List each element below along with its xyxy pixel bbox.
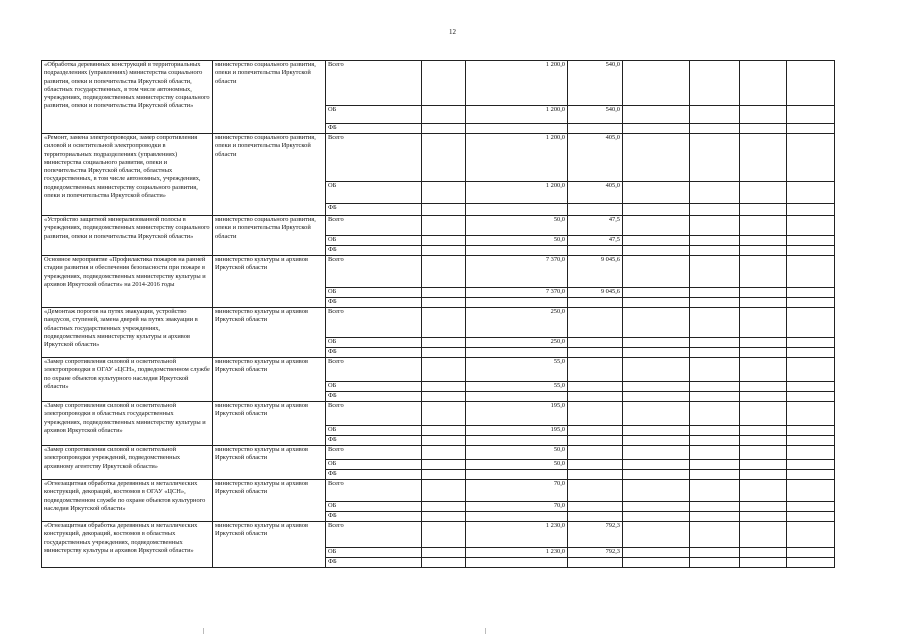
amount-cell	[787, 460, 835, 470]
funding-source: ФБ	[326, 470, 422, 480]
amount-cell	[422, 436, 466, 446]
amount-cell: 1 200,0	[466, 106, 568, 124]
amount-cell	[466, 470, 568, 480]
amount-cell	[623, 480, 690, 502]
amount-cell: 1 200,0	[466, 61, 568, 106]
activity-name: «Замер сопротивления силовой и осветительной электропроводки учреждений, подведомственных архивному агентству Иркутской области»	[42, 446, 213, 480]
amount-cell	[740, 470, 787, 480]
amount-cell	[422, 106, 466, 124]
amount-cell	[422, 446, 466, 460]
funding-source: ФБ	[326, 124, 422, 134]
table-row	[42, 61, 835, 106]
amount-cell	[466, 436, 568, 446]
amount-cell	[740, 522, 787, 548]
amount-cell	[787, 480, 835, 502]
amount-cell	[740, 338, 787, 348]
table-row	[42, 358, 835, 382]
amount-cell	[787, 216, 835, 236]
amount-cell	[740, 558, 787, 568]
amount-cell: 7 370,0	[466, 256, 568, 288]
funding-source: Всего	[326, 134, 422, 182]
amount-cell	[787, 61, 835, 106]
amount-cell	[568, 480, 623, 502]
amount-cell	[787, 426, 835, 436]
amount-cell	[787, 308, 835, 338]
budget-body	[42, 61, 835, 568]
funding-source: ФБ	[326, 348, 422, 358]
amount-cell	[466, 348, 568, 358]
amount-cell	[740, 426, 787, 436]
amount-cell	[623, 436, 690, 446]
funding-source: ФБ	[326, 246, 422, 256]
amount-cell	[466, 246, 568, 256]
amount-cell: 792,3	[568, 548, 623, 558]
amount-cell	[623, 522, 690, 548]
activity-name: «Устройство защитной минерализованной полосы в учреждениях, подведомственных министерству социального развития, опеки и попечительства Иркутской области»	[42, 216, 213, 256]
amount-cell	[787, 348, 835, 358]
amount-cell	[740, 204, 787, 216]
amount-cell	[690, 392, 740, 402]
funding-source: Всего	[326, 480, 422, 502]
funding-source: Всего	[326, 308, 422, 338]
funding-source: ФБ	[326, 392, 422, 402]
funding-source: ОБ	[326, 548, 422, 558]
amount-cell	[690, 382, 740, 392]
amount-cell: 250,0	[466, 308, 568, 338]
funding-source: ОБ	[326, 236, 422, 246]
amount-cell: 405,0	[568, 182, 623, 204]
funding-source: ОБ	[326, 288, 422, 298]
amount-cell	[422, 548, 466, 558]
amount-cell	[568, 512, 623, 522]
funding-source: ОБ	[326, 502, 422, 512]
activity-name: «Огнезащитная обработка деревянных и металлических конструкций, декораций, костюмов в ОГАУ «ЦСН», подведомственном службе по охране объектов культурного наследия Иркутской области»	[42, 480, 213, 522]
funding-source: Всего	[326, 256, 422, 288]
amount-cell	[422, 216, 466, 236]
amount-cell	[623, 308, 690, 338]
amount-cell	[690, 426, 740, 436]
amount-cell	[466, 558, 568, 568]
amount-cell	[690, 246, 740, 256]
amount-cell	[466, 298, 568, 308]
amount-cell	[568, 358, 623, 382]
amount-cell	[623, 460, 690, 470]
amount-cell	[740, 460, 787, 470]
amount-cell	[690, 124, 740, 134]
funding-source: ОБ	[326, 106, 422, 124]
amount-cell: 250,0	[466, 338, 568, 348]
amount-cell	[690, 308, 740, 338]
amount-cell	[740, 216, 787, 236]
amount-cell	[787, 134, 835, 182]
amount-cell	[422, 134, 466, 182]
activity-name: Основное мероприятие «Профилактика пожаров на ранней стадии развития и обеспечения безопасности при пожаре в учреждениях, подведомственных министерству культуры и архивов Иркутской области» на 2014-2016 годы	[42, 256, 213, 308]
amount-cell	[740, 256, 787, 288]
amount-cell	[690, 436, 740, 446]
activity-name: «Ремонт, замена электропроводки, замер сопротивления силовой и осветительной электропроводки в территориальных подразделениях (управлениях) министерства социального развития, опеки и попечительства Иркутской области, областных государственных, в том числе автономных, учреждениях, подведомственных министерству социального развития, опеки и попечительства Иркутской области»	[42, 134, 213, 216]
amount-cell	[740, 348, 787, 358]
funding-source: ОБ	[326, 460, 422, 470]
table-row	[42, 308, 835, 338]
amount-cell	[422, 182, 466, 204]
amount-cell	[422, 502, 466, 512]
amount-cell	[422, 512, 466, 522]
executor-name: министерство культуры и архивов Иркутской области	[213, 480, 326, 522]
amount-cell	[623, 124, 690, 134]
amount-cell: 9 045,6	[568, 288, 623, 298]
amount-cell: 70,0	[466, 502, 568, 512]
amount-cell	[623, 61, 690, 106]
amount-cell	[690, 402, 740, 426]
amount-cell	[623, 256, 690, 288]
amount-cell: 47,5	[568, 236, 623, 246]
amount-cell	[623, 236, 690, 246]
amount-cell	[422, 522, 466, 548]
amount-cell: 1 200,0	[466, 182, 568, 204]
funding-source: ОБ	[326, 182, 422, 204]
amount-cell	[740, 134, 787, 182]
amount-cell: 195,0	[466, 426, 568, 436]
executor-name: министерство культуры и архивов Иркутской области	[213, 256, 326, 308]
funding-source: ОБ	[326, 426, 422, 436]
executor-name: министерство социального развития, опеки и попечительства Иркутской области	[213, 134, 326, 216]
amount-cell	[787, 548, 835, 558]
amount-cell	[740, 124, 787, 134]
amount-cell	[568, 298, 623, 308]
amount-cell	[690, 256, 740, 288]
amount-cell	[568, 382, 623, 392]
amount-cell	[690, 460, 740, 470]
amount-cell	[740, 436, 787, 446]
amount-cell	[787, 470, 835, 480]
amount-cell	[623, 470, 690, 480]
page-number: 12	[449, 28, 456, 36]
amount-cell: 47,5	[568, 216, 623, 236]
amount-cell	[740, 308, 787, 338]
amount-cell	[568, 246, 623, 256]
amount-cell	[623, 182, 690, 204]
amount-cell: 50,0	[466, 446, 568, 460]
amount-cell	[787, 402, 835, 426]
amount-cell	[787, 256, 835, 288]
amount-cell	[623, 392, 690, 402]
amount-cell	[740, 358, 787, 382]
amount-cell	[422, 204, 466, 216]
amount-cell	[623, 134, 690, 182]
amount-cell	[787, 124, 835, 134]
amount-cell: 50,0	[466, 236, 568, 246]
amount-cell	[690, 182, 740, 204]
amount-cell	[690, 348, 740, 358]
amount-cell	[787, 558, 835, 568]
amount-cell	[623, 502, 690, 512]
amount-cell	[422, 61, 466, 106]
amount-cell: 1 230,0	[466, 522, 568, 548]
funding-source: ФБ	[326, 204, 422, 216]
amount-cell	[568, 308, 623, 338]
table-row	[42, 134, 835, 182]
executor-name: министерство культуры и архивов Иркутской области	[213, 522, 326, 568]
amount-cell	[623, 446, 690, 460]
amount-cell: 9 045,6	[568, 256, 623, 288]
amount-cell: 792,3	[568, 522, 623, 548]
amount-cell	[690, 61, 740, 106]
amount-cell	[787, 382, 835, 392]
amount-cell	[422, 338, 466, 348]
amount-cell	[422, 246, 466, 256]
activity-name: «Замер сопротивления силовой и осветительной электропроводки в ОГАУ «ЦСН», подведомственном службе по охране объектов культурного наследия Иркутской области»	[42, 358, 213, 402]
amount-cell	[466, 512, 568, 522]
activity-name: «Огнезащитная обработка деревянных и металлических конструкций, декораций, костюмов в областных государственных учреждениях, подведомственных министерству культуры и архивов Иркутской области»	[42, 522, 213, 568]
scan-mark	[485, 628, 486, 634]
amount-cell	[740, 402, 787, 426]
amount-cell	[422, 308, 466, 338]
amount-cell	[422, 392, 466, 402]
amount-cell	[422, 358, 466, 382]
funding-source: Всего	[326, 402, 422, 426]
amount-cell	[690, 298, 740, 308]
funding-source: ОБ	[326, 338, 422, 348]
funding-source: ФБ	[326, 298, 422, 308]
activity-name: «Замер сопротивления силовой и осветительной электропроводки в областных государственных учреждениях, подведомственных министерству культуры и архивов Иркутской области»	[42, 402, 213, 446]
amount-cell	[787, 182, 835, 204]
amount-cell	[690, 288, 740, 298]
amount-cell: 540,0	[568, 61, 623, 106]
amount-cell	[568, 502, 623, 512]
amount-cell	[422, 124, 466, 134]
amount-cell: 55,0	[466, 382, 568, 392]
amount-cell	[568, 446, 623, 460]
amount-cell	[422, 348, 466, 358]
funding-source: Всего	[326, 358, 422, 382]
amount-cell: 195,0	[466, 402, 568, 426]
amount-cell: 405,0	[568, 134, 623, 182]
amount-cell	[690, 548, 740, 558]
amount-cell	[740, 502, 787, 512]
amount-cell	[787, 446, 835, 460]
amount-cell	[422, 236, 466, 246]
amount-cell	[740, 288, 787, 298]
executor-name: министерство социального развития, опеки и попечительства Иркутской области	[213, 216, 326, 256]
amount-cell	[568, 436, 623, 446]
amount-cell	[568, 470, 623, 480]
amount-cell	[787, 246, 835, 256]
executor-name: министерство культуры и архивов Иркутской области	[213, 446, 326, 480]
amount-cell: 50,0	[466, 460, 568, 470]
amount-cell	[690, 480, 740, 502]
scan-mark	[203, 628, 204, 634]
amount-cell	[787, 298, 835, 308]
amount-cell	[623, 246, 690, 256]
amount-cell	[623, 512, 690, 522]
table-row	[42, 480, 835, 502]
amount-cell	[466, 124, 568, 134]
funding-source: ФБ	[326, 558, 422, 568]
amount-cell	[690, 338, 740, 348]
amount-cell	[740, 106, 787, 124]
amount-cell	[623, 288, 690, 298]
amount-cell	[690, 106, 740, 124]
funding-source: Всего	[326, 522, 422, 548]
amount-cell	[623, 358, 690, 382]
amount-cell	[623, 204, 690, 216]
amount-cell	[690, 522, 740, 548]
amount-cell	[422, 558, 466, 568]
amount-cell: 55,0	[466, 358, 568, 382]
amount-cell	[623, 216, 690, 236]
amount-cell	[422, 298, 466, 308]
amount-cell	[422, 426, 466, 436]
table-row	[42, 256, 835, 288]
amount-cell	[623, 558, 690, 568]
amount-cell	[787, 436, 835, 446]
amount-cell	[787, 502, 835, 512]
amount-cell	[568, 124, 623, 134]
amount-cell: 1 200,0	[466, 134, 568, 182]
amount-cell	[690, 358, 740, 382]
amount-cell	[568, 348, 623, 358]
executor-name: министерство культуры и архивов Иркутской области	[213, 358, 326, 402]
amount-cell	[740, 446, 787, 460]
amount-cell	[690, 216, 740, 236]
funding-source: Всего	[326, 446, 422, 460]
amount-cell	[568, 338, 623, 348]
amount-cell	[740, 480, 787, 502]
amount-cell	[690, 502, 740, 512]
table-row	[42, 402, 835, 426]
amount-cell	[787, 512, 835, 522]
amount-cell	[568, 402, 623, 426]
table-row	[42, 522, 835, 548]
amount-cell	[422, 288, 466, 298]
executor-name: министерство культуры и архивов Иркутской области	[213, 308, 326, 358]
amount-cell: 1 230,0	[466, 548, 568, 558]
amount-cell	[623, 426, 690, 436]
amount-cell	[422, 460, 466, 470]
amount-cell	[787, 358, 835, 382]
amount-cell	[787, 204, 835, 216]
activity-name: «Демонтаж порогов на путях эвакуации, устройство пандусов, ступеней, замена дверей на путях эвакуации в областных государственных учреждениях, подведомственных министерству культуры и архивов Иркутской области»	[42, 308, 213, 358]
amount-cell	[623, 548, 690, 558]
executor-name: министерство социального развития, опеки и попечительства Иркутской области	[213, 61, 326, 134]
amount-cell	[568, 392, 623, 402]
activity-name: «Обработка деревянных конструкций в территориальных подразделениях (управлениях) министерства социального развития, опеки и попечительства Иркутской области, областных государственных, в том числе автономных, учреждениях, подведомственных министерству социального развития, опеки и попечительства Иркутской области»	[42, 61, 213, 134]
amount-cell	[690, 134, 740, 182]
budget-table	[41, 60, 835, 568]
amount-cell	[422, 382, 466, 392]
amount-cell	[740, 392, 787, 402]
table-row	[42, 216, 835, 236]
amount-cell	[568, 460, 623, 470]
amount-cell	[690, 236, 740, 246]
amount-cell	[740, 512, 787, 522]
amount-cell	[740, 61, 787, 106]
amount-cell	[422, 256, 466, 288]
funding-source: Всего	[326, 61, 422, 106]
amount-cell	[466, 204, 568, 216]
funding-source: Всего	[326, 216, 422, 236]
amount-cell: 70,0	[466, 480, 568, 502]
amount-cell	[740, 182, 787, 204]
executor-name: министерство культуры и архивов Иркутской области	[213, 402, 326, 446]
funding-source: ФБ	[326, 436, 422, 446]
amount-cell	[690, 446, 740, 460]
amount-cell	[422, 480, 466, 502]
amount-cell	[422, 402, 466, 426]
amount-cell	[787, 338, 835, 348]
amount-cell	[690, 470, 740, 480]
amount-cell	[623, 338, 690, 348]
amount-cell	[623, 106, 690, 124]
amount-cell	[623, 382, 690, 392]
funding-source: ОБ	[326, 382, 422, 392]
amount-cell	[787, 288, 835, 298]
amount-cell	[740, 382, 787, 392]
amount-cell	[623, 298, 690, 308]
funding-source: ФБ	[326, 512, 422, 522]
amount-cell	[623, 348, 690, 358]
amount-cell	[466, 392, 568, 402]
amount-cell	[740, 246, 787, 256]
amount-cell: 50,0	[466, 216, 568, 236]
amount-cell	[740, 236, 787, 246]
amount-cell	[787, 522, 835, 548]
amount-cell	[568, 204, 623, 216]
table-row	[42, 446, 835, 460]
amount-cell	[690, 558, 740, 568]
amount-cell	[787, 236, 835, 246]
amount-cell	[740, 548, 787, 558]
amount-cell: 7 370,0	[466, 288, 568, 298]
amount-cell	[568, 558, 623, 568]
amount-cell	[787, 392, 835, 402]
amount-cell	[740, 298, 787, 308]
amount-cell	[690, 512, 740, 522]
amount-cell	[623, 402, 690, 426]
amount-cell: 540,0	[568, 106, 623, 124]
amount-cell	[568, 426, 623, 436]
amount-cell	[787, 106, 835, 124]
amount-cell	[422, 470, 466, 480]
amount-cell	[690, 204, 740, 216]
